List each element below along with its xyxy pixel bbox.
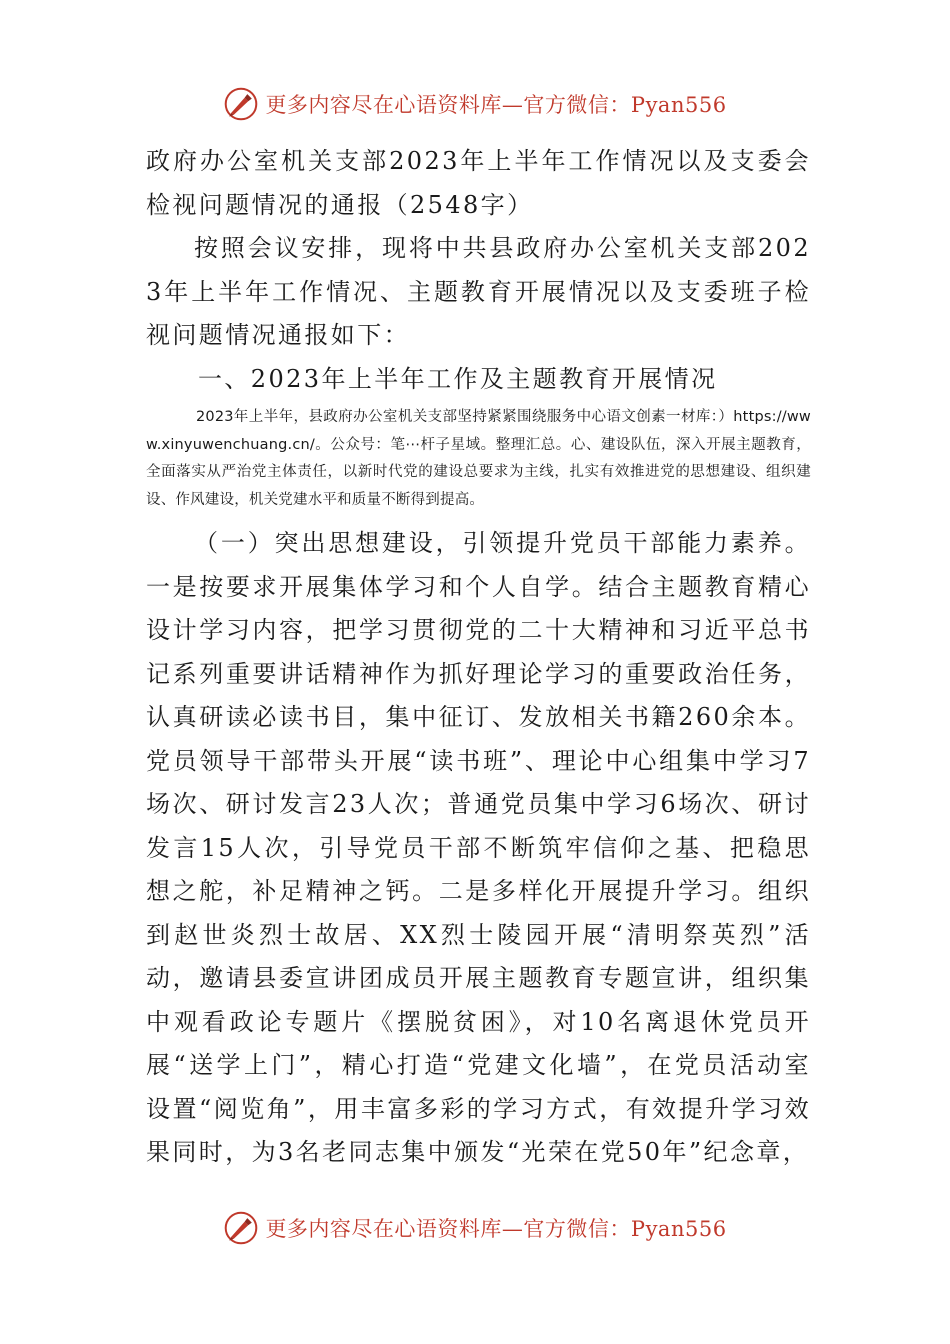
document-body — [146, 140, 811, 1175]
banner-text: 更多内容尽在心语资料库—官方微信：Pyan556 — [265, 93, 727, 117]
section-summary-paragraph: 2023年上半年，县政府办公室机关支部坚持紧紧围绕服务中心语文创素一材库：）https://www.xinyuwenchuang.cn/。公众号：笔⋯杆子星域。整理汇总。心、建设队伍，深入开展主题教育，全面落实从严治党主体责任，以新时代党的建设总要求为主线，扎实有效推进党的思想建设、组织建设、作风建设，机关党建水平和质量不断得到提高。 — [146, 409, 811, 508]
document-title: 政府办公室机关支部2023年上半年工作情况以及支委会检视问题情况的通报（2548字） — [146, 147, 811, 219]
banner-text: 更多内容尽在心语资料库—官方微信：Pyan556 — [265, 1217, 727, 1241]
footer-watermark-banner — [0, 1208, 950, 1248]
pen-nib-logo-icon — [223, 1210, 259, 1246]
section-heading: 一、2023年上半年工作及主题教育开展情况 — [198, 364, 718, 393]
intro-paragraph: 按照会议安排，现将中共县政府办公室机关支部2023年上半年工作情况、主题教育开展情况以及支委班子检视问题情况通报如下： — [146, 234, 811, 349]
pen-nib-logo-icon — [223, 86, 259, 122]
header-watermark-banner — [0, 84, 950, 124]
subsection-paragraph: （一）突出思想建设，引领提升党员干部能力素养。一是按要求开展集体学习和个人自学。结合主题教育精心设计学习内容，把学习贯彻党的二十大精神和习近平总书记系列重要讲话精神作为抓好理论学习的重要政治任务，认真研读必读书目，集中征订、发放相关书籍260余本。党员领导干部带头开展“读书班”、理论中心组集中学习7场次、研讨发言23人次；普通党员集中学习6场次、研讨发言15人次，引导党员干部不断筑牢信仰之基、把稳思想之舵，补足精神之钙。二是多样化开展提升学习。组织到赵世炎烈士故居、XX烈士陵园开展“清明祭英烈”活动，邀请县委宣讲团成员开展主题教育专题宣讲，组织集中观看政论专题片《摆脱贫困》，对10名离退休党员开展“送学上门”，精心打造“党建文化墙”，在党员活动室设置“阅览角”，用丰富多彩的学习方式，有效提升学习效果同时，为3名老同志集中颁发“光荣在党50年”纪念章， — [146, 529, 811, 1166]
